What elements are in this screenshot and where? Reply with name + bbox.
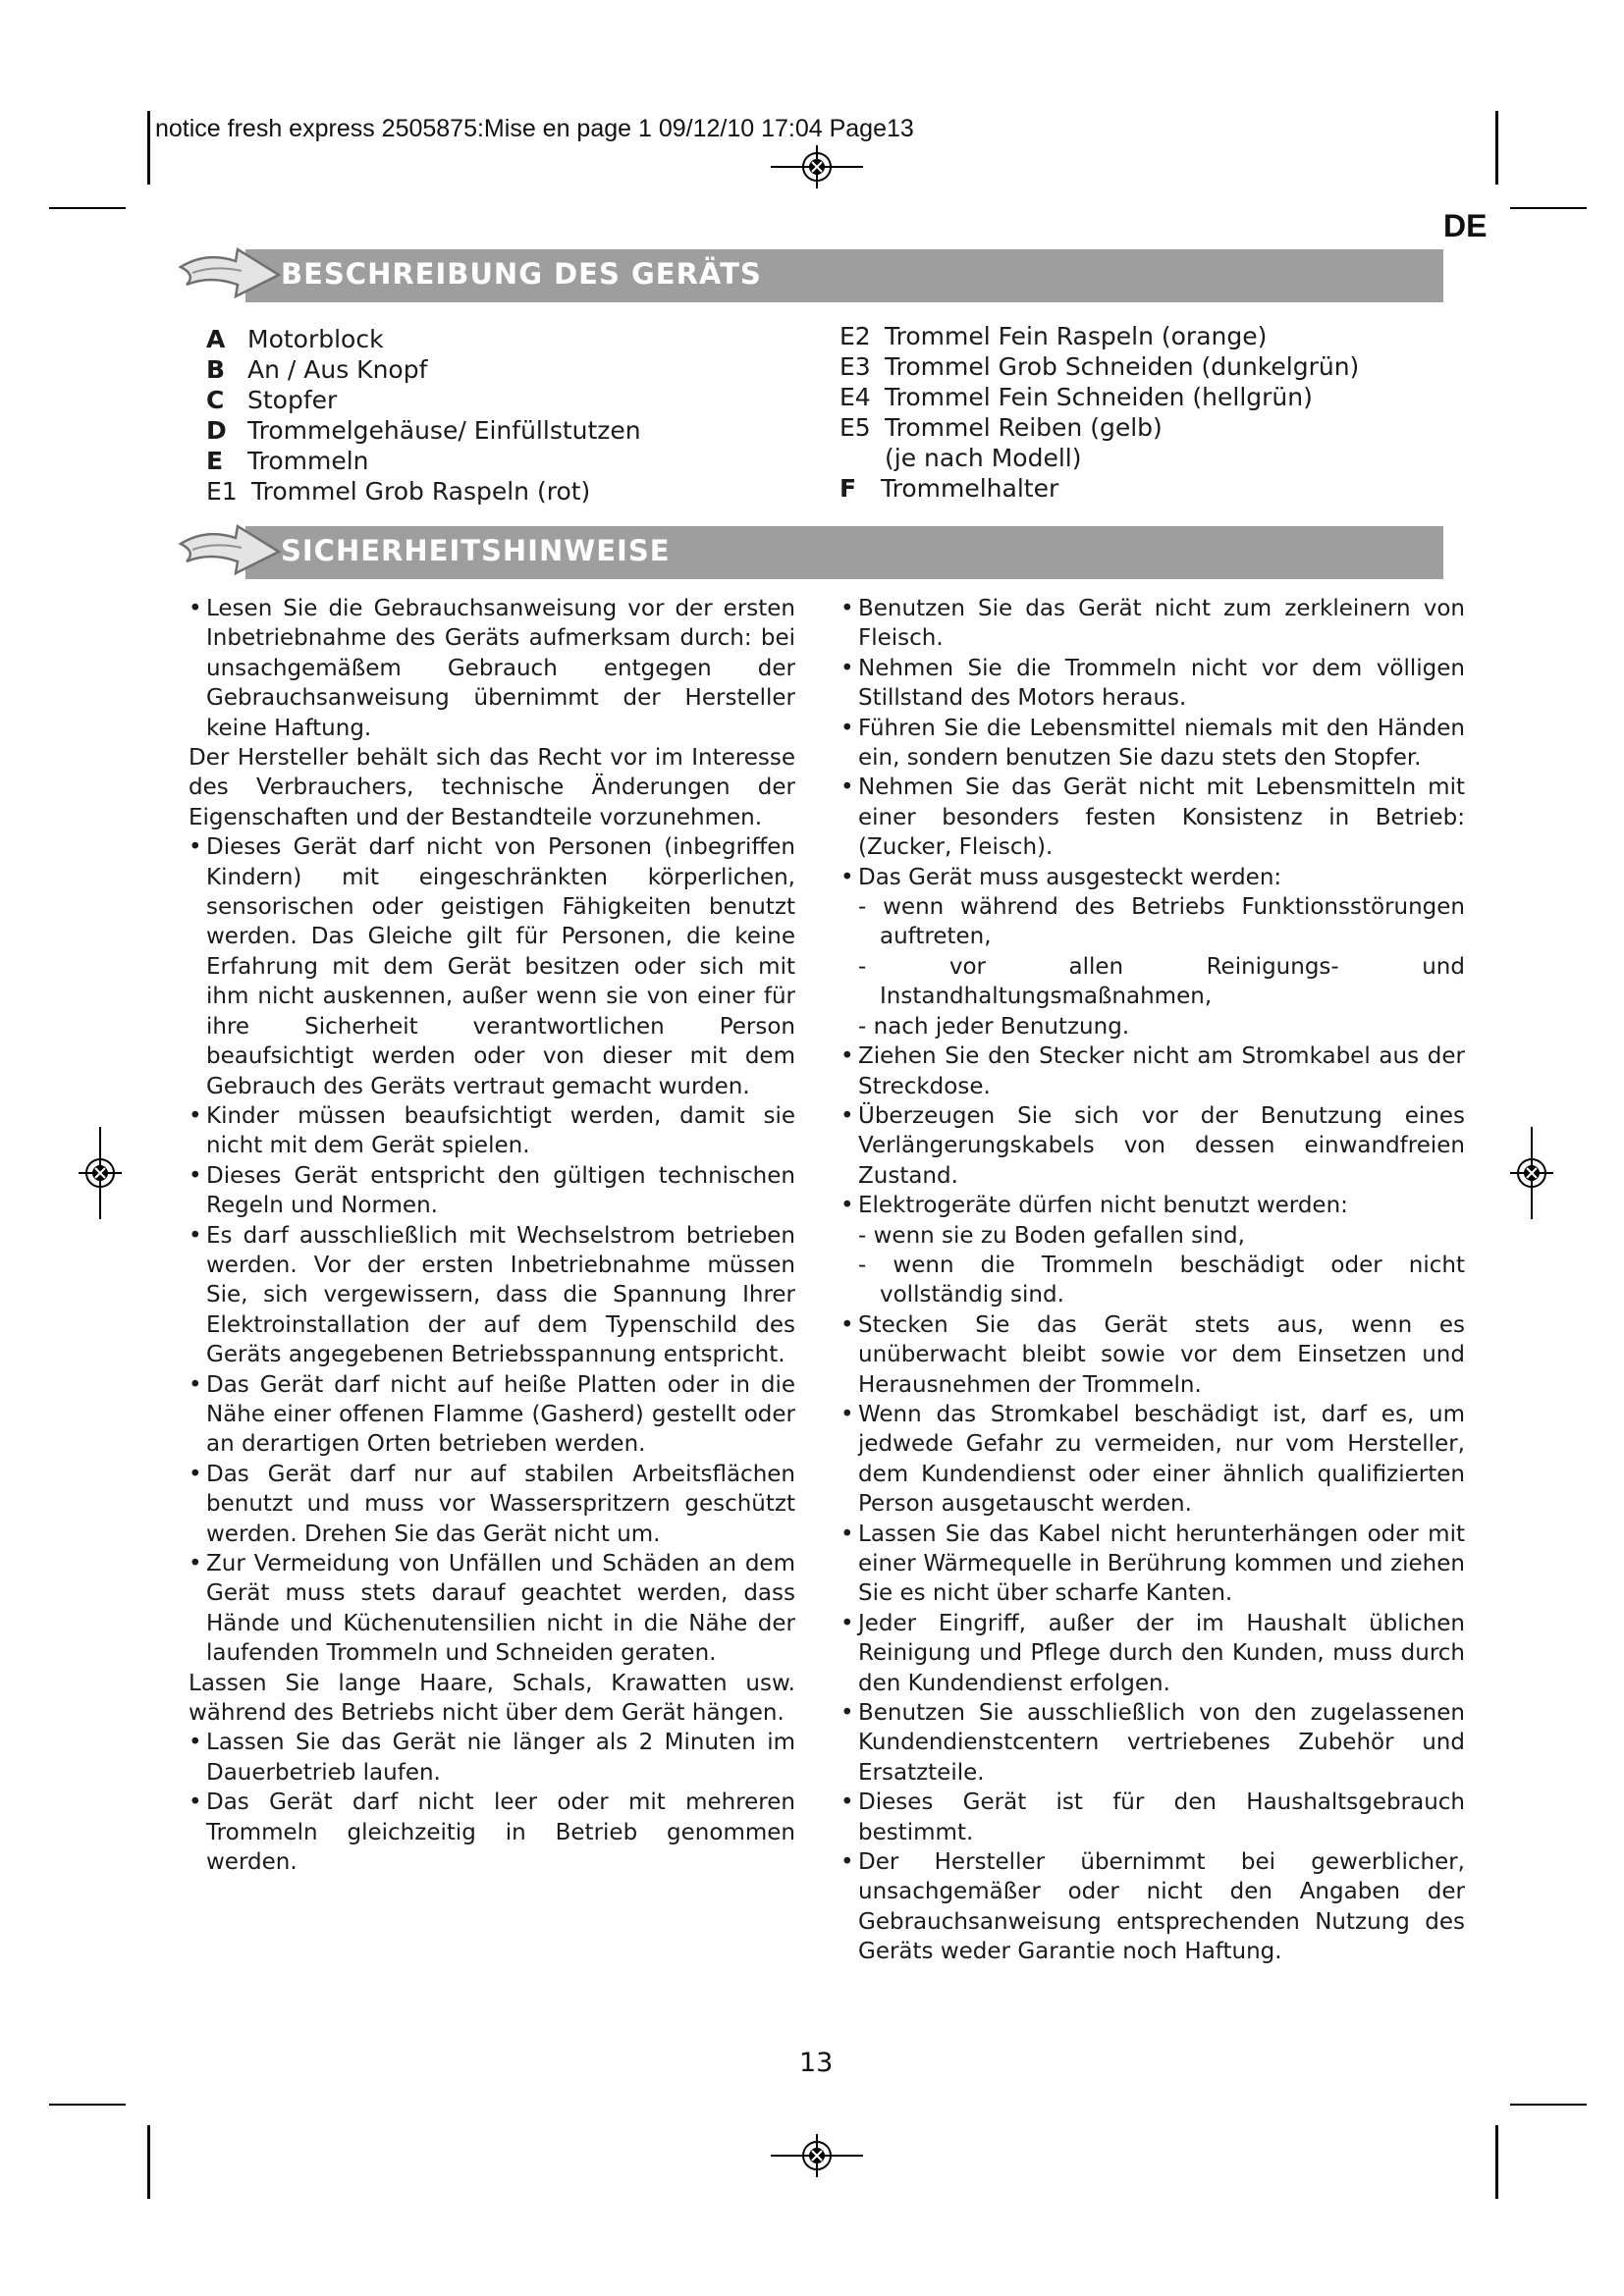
registration-mark-icon <box>1510 1127 1553 1219</box>
list-item: • Benutzen Sie ausschließlich von den zugelassenen Kundendienstcentern vertriebenes Zubehör und Ersatzteile. <box>840 1698 1465 1788</box>
list-item: • Kinder müssen beaufsichtigt werden, damit sie nicht mit dem Gerät spielen. <box>189 1101 795 1161</box>
list-item: • Dieses Gerät darf nicht von Personen (inbegriffen Kindern) mit eingeschränkten körperlichen, sensorischen oder geistigen Fähigkeiten benutzt werden. Das Gleiche gilt für Personen, die keine Erfahrung mit dem Gerät besitzen oder sich mit ihm nicht auskennen, außer wenn sie von einer für ihre Sicherheit verantwortlichen Person beaufsichtigt werden oder von dieser mit dem Gebrauch des Geräts vertraut gemacht wurden. <box>189 832 795 1101</box>
print-slug: notice fresh express 2505875:Mise en page 1 09/12/10 17:04 Page13 <box>155 115 914 142</box>
list-item: • Führen Sie die Lebensmittel niemals mit den Händen ein, sondern benutzen Sie dazu stets den Stopfer. <box>840 714 1465 774</box>
list-item: • Es darf ausschließlich mit Wechselstrom betrieben werden. Vor der ersten Inbetriebnahme müssen Sie, sich vergewissern, dass die Spannung Ihrer Elektroinstallation der auf dem Typenschild des Geräts angegebenen Betriebsspannung entspricht. <box>189 1221 795 1370</box>
language-tag: DE <box>1443 208 1488 243</box>
crop-mark <box>49 207 126 209</box>
list-item: - wenn die Trommeln beschädigt oder nicht vollständig sind. <box>840 1251 1465 1310</box>
parts-list-right <box>839 321 1359 504</box>
registration-mark-icon <box>771 145 863 188</box>
list-item: • Zur Vermeidung von Unfällen und Schäden an dem Gerät muss stets darauf geachtet werden, dass Hände und Küchenutensilien nicht in die Nähe der laufenden Trommeln und Schneiden geraten. <box>189 1549 795 1669</box>
list-item: (je nach Modell) <box>885 444 1082 472</box>
list-item: - vor allen Reinigungs- und Instandhaltungsmaßnahmen, <box>840 952 1465 1012</box>
crop-mark <box>147 2125 150 2199</box>
safety-column-left <box>189 594 795 1877</box>
list-item: E5 Trommel Reiben (gelb) <box>839 413 1163 442</box>
list-item: • Das Gerät darf nicht auf heiße Platten oder in die Nähe einer offenen Flamme (Gasherd) gestellt oder an derartigen Orten betrieben werden. <box>189 1370 795 1460</box>
list-item: F Trommelhalter <box>839 474 1059 503</box>
list-item: - wenn sie zu Boden gefallen sind, <box>840 1221 1465 1251</box>
list-item: Lassen Sie lange Haare, Schals, Krawatten usw. während des Betriebs nicht über dem Gerät hängen. <box>189 1670 795 1727</box>
list-item: • Wenn das Stromkabel beschädigt ist, darf es, um jedwede Gefahr zu vermeiden, nur vom Hersteller, dem Kundendienst oder einer ähnlich qualifizierten Person ausgetauscht werden. <box>840 1400 1465 1520</box>
list-item: Der Hersteller behält sich das Recht vor im Interesse des Verbrauchers, technische Änderungen der Eigenschaften und der Bestandteile vorzunehmen. <box>189 745 795 830</box>
list-item: - wenn während des Betriebs Funktionsstörungen auftreten, <box>840 892 1465 952</box>
list-item: C Stopfer <box>206 386 338 414</box>
list-item: • Das Gerät darf nur auf stabilen Arbeitsflächen benutzt und muss vor Wasserspritzern geschützt werden. Drehen Sie das Gerät nicht um. <box>189 1460 795 1549</box>
list-item: D Trommelgehäuse/ Einfüllstutzen <box>206 416 641 445</box>
registration-mark-icon <box>771 2134 863 2177</box>
list-item: • Ziehen Sie den Stecker nicht am Stromkabel aus der Streckdose. <box>840 1041 1465 1101</box>
list-item: • Das Gerät muss ausgesteckt werden: <box>840 863 1465 892</box>
list-item: • Benutzen Sie das Gerät nicht zum zerkleinern von Fleisch. <box>840 594 1465 654</box>
list-item: E4 Trommel Fein Schneiden (hellgrün) <box>839 383 1313 411</box>
list-item: E3 Trommel Grob Schneiden (dunkelgrün) <box>839 352 1360 381</box>
list-item: • Das Gerät darf nicht leer oder mit mehreren Trommeln gleichzeitig in Betrieb genommen werden. <box>189 1788 795 1877</box>
crop-mark <box>1495 2125 1498 2199</box>
page-number: 13 <box>799 2048 834 2078</box>
list-item: • Jeder Eingriff, außer der im Haushalt üblichen Reinigung und Pflege durch den Kunden, muss durch den Kundendienst erfolgen. <box>840 1609 1465 1698</box>
crop-mark <box>49 2104 126 2106</box>
list-item: E2 Trommel Fein Raspeln (orange) <box>839 322 1268 350</box>
list-item: B An / Aus Knopf <box>206 355 428 384</box>
list-item: • Lassen Sie das Kabel nicht herunterhängen oder mit einer Wärmequelle in Berührung kommen und ziehen Sie es nicht über scharfe Kanten. <box>840 1520 1465 1609</box>
list-item: E Trommeln <box>206 447 369 475</box>
arrow-icon <box>177 245 285 306</box>
safety-column-right <box>840 594 1465 1967</box>
list-item: • Elektrogeräte dürfen nicht benutzt werden: <box>840 1191 1465 1220</box>
list-item: • Der Hersteller übernimmt bei gewerblicher, unsachgemäßer oder nicht den Angaben der Gebrauchsanweisung entsprechenden Nutzung des Geräts weder Garantie noch Haftung. <box>840 1847 1465 1967</box>
list-item: - nach jeder Benutzung. <box>840 1012 1465 1041</box>
list-item: • Nehmen Sie das Gerät nicht mit Lebensmitteln mit einer besonders festen Konsistenz in Betrieb: (Zucker, Fleisch). <box>840 773 1465 862</box>
arrow-icon <box>177 522 285 583</box>
crop-mark <box>1510 2104 1587 2106</box>
list-item: • Stecken Sie das Gerät stets aus, wenn es unüberwacht bleibt sowie vor dem Einsetzen und Herausnehmen der Trommeln. <box>840 1310 1465 1400</box>
crop-mark <box>1510 207 1587 209</box>
list-item: • Dieses Gerät ist für den Haushaltsgebrauch bestimmt. <box>840 1788 1465 1847</box>
list-item: • Lesen Sie die Gebrauchsanweisung vor der ersten Inbetriebnahme des Geräts aufmerksam durch: bei unsachgemäßem Gebrauch entgegen der Gebrauchsanweisung übernimmt der Hersteller keine Haftung. <box>189 594 795 743</box>
list-item: • Überzeugen Sie sich vor der Benutzung eines Verlängerungskabels von dessen einwandfreien Zustand. <box>840 1101 1465 1191</box>
section-banner <box>177 526 1443 579</box>
list-item: • Nehmen Sie die Trommeln nicht vor dem völligen Stillstand des Motors heraus. <box>840 654 1465 714</box>
list-item: A Motorblock <box>206 325 384 353</box>
list-item: E1 Trommel Grob Raspeln (rot) <box>206 477 591 506</box>
registration-mark-icon <box>79 1127 122 1219</box>
section-title: BESCHREIBUNG DES GERÄTS <box>281 257 762 291</box>
crop-mark <box>147 111 150 185</box>
crop-mark <box>1495 111 1498 185</box>
section-title: SICHERHEITSHINWEISE <box>281 534 671 567</box>
list-item: • Dieses Gerät entspricht den gültigen technischen Regeln und Normen. <box>189 1161 795 1221</box>
list-item: • Lassen Sie das Gerät nie länger als 2 Minuten im Dauerbetrieb laufen. <box>189 1728 795 1788</box>
parts-list-left <box>206 324 641 507</box>
section-banner <box>177 249 1443 302</box>
